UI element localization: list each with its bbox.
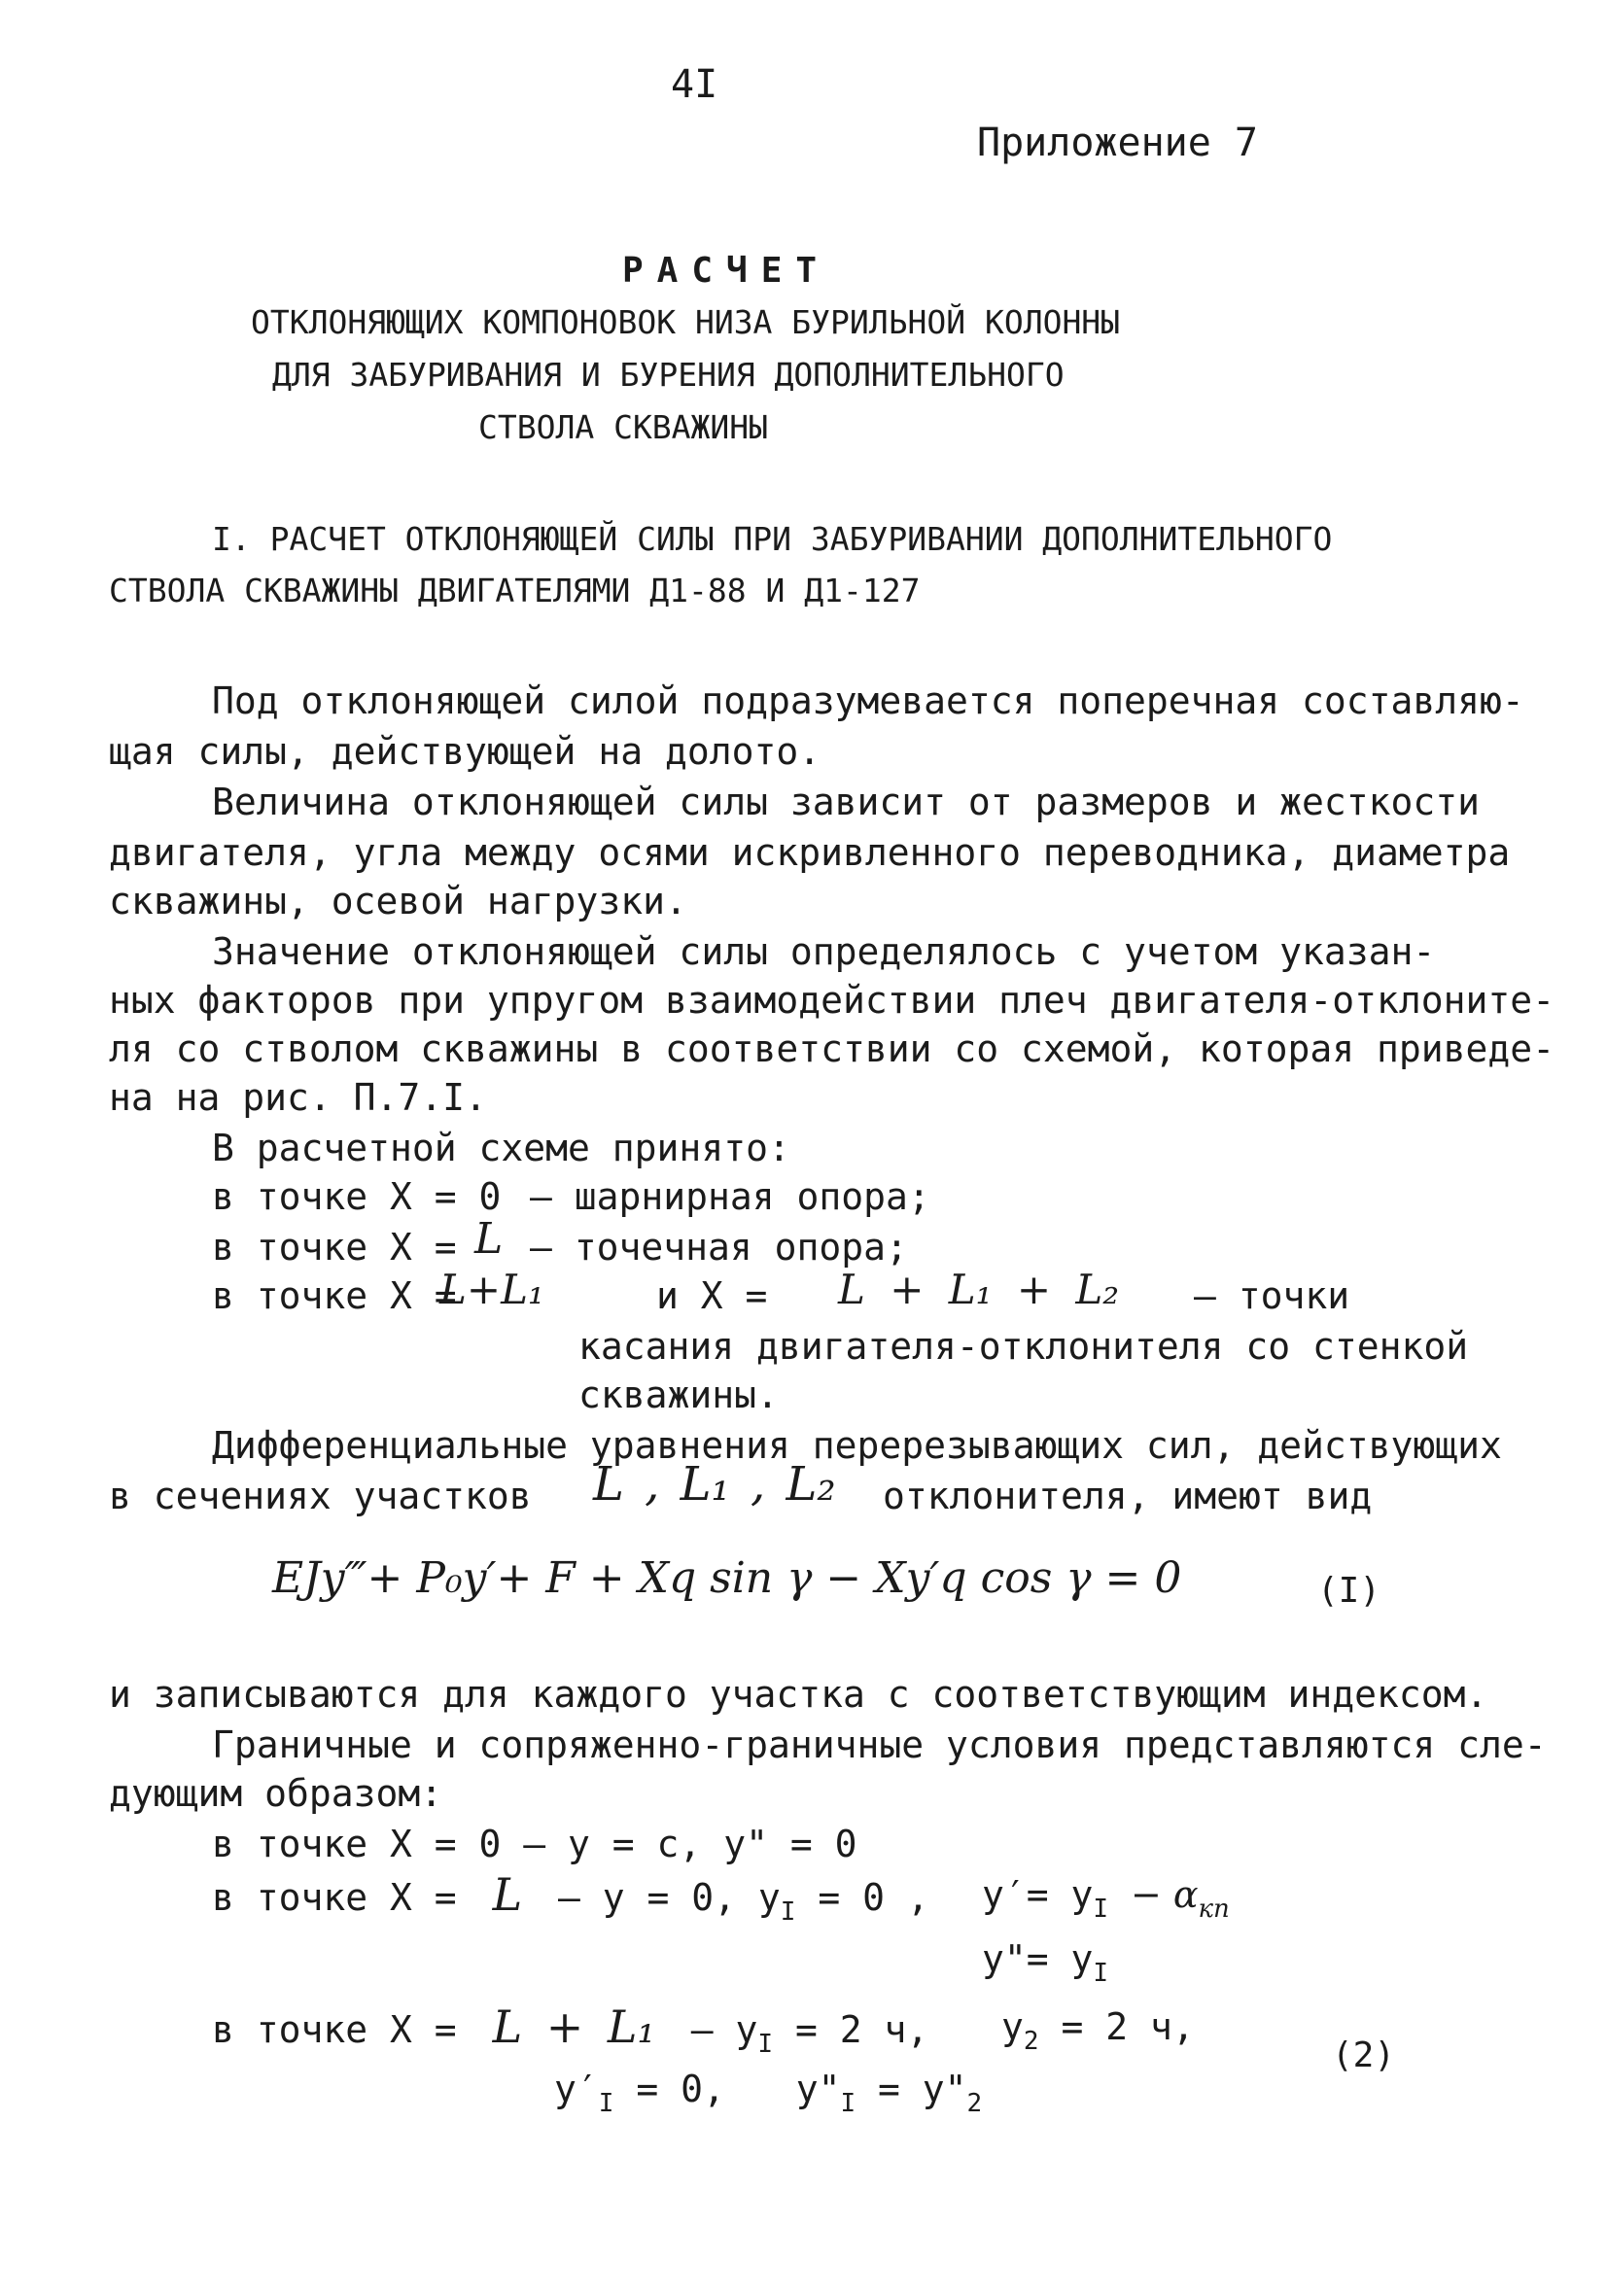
equation-2-number: (2) xyxy=(1332,2035,1396,2075)
document-subtitle-line2: ДЛЯ ЗАБУРИВАНИЯ И БУРЕНИЯ ДОПОЛНИТЕЛЬНОГО xyxy=(272,356,1065,394)
equation-1-number: (I) xyxy=(1317,1571,1381,1611)
appendix-label: Приложение 7 xyxy=(977,121,1258,165)
expr-L-plus-L1: L+L₁ xyxy=(439,1266,544,1313)
bc3-y2: y xyxy=(1001,2005,1024,2048)
bc2-prefix: в точке X = xyxy=(212,1876,457,1919)
point-condition-1: в точке X = 0 xyxy=(212,1175,502,1218)
paragraph-line: ных факторов при упругом взаимодействии плеч двигателя-отклоните- xyxy=(109,979,1555,1022)
bc2-alpha-subscript: кп xyxy=(1198,1895,1230,1924)
bc3-y1: – y xyxy=(690,2008,758,2051)
subscript: I xyxy=(840,2089,856,2118)
subscript: I xyxy=(1093,1959,1109,1988)
symbol-L: L xyxy=(474,1214,504,1264)
paragraph-line: Под отклоняющей силой подразумевается поперечная составляю- xyxy=(212,679,1524,722)
paragraph-line: щая силы, действующей на долото. xyxy=(109,730,821,773)
bc3-y1-val: = 2 ч, xyxy=(794,2008,929,2051)
paragraph-line: дующим образом: xyxy=(109,1772,443,1815)
paragraph-line: Дифференциальные уравнения перерезывающих сил, действующих xyxy=(212,1424,1502,1467)
subscript: I xyxy=(598,2089,614,2118)
bc2-slope: y′= y xyxy=(982,1873,1094,1916)
boundary-condition-3-y2 xyxy=(1001,2002,1195,2056)
point-condition-1-desc: – шарнирная опора; xyxy=(530,1175,930,1218)
point-condition-2-desc: – точечная опора; xyxy=(530,1226,908,1269)
paragraph-line: в сечениях участков xyxy=(109,1475,532,1517)
boundary-condition-2-slope xyxy=(982,1870,1230,1924)
section-heading-line2: СТВОЛА СКВАЖИНЫ ДВИГАТЕЛЯМИ Д1-88 И Д1-127 xyxy=(109,572,921,609)
point-condition-3-line2: касания двигателя-отклонителя со стенкой xyxy=(578,1325,1469,1368)
expr-L-L1-L2: L + L₁ + L₂ xyxy=(838,1266,1120,1313)
paragraph-line: скважины, осевой нагрузки. xyxy=(109,880,687,922)
subscript: 2 xyxy=(1023,2027,1039,2056)
subscript: I xyxy=(757,2030,774,2059)
bc2-eq0: = 0 , xyxy=(818,1876,929,1919)
document-title: РАСЧЕТ xyxy=(622,251,831,291)
document-subtitle-line1: ОТКЛОНЯЮЩИХ КОМПОНОВОК НИЗА БУРИЛЬНОЙ КОЛОННЫ xyxy=(251,303,1121,341)
section-heading-line1: I. РАСЧЕТ ОТКЛОНЯЮЩЕЙ СИЛЫ ПРИ ЗАБУРИВАНИИ ДОПОЛНИТЕЛЬНОГО xyxy=(212,520,1333,558)
point-condition-3-and: и X = xyxy=(656,1274,768,1317)
subscript: 2 xyxy=(966,2089,983,2118)
subscript: I xyxy=(780,1897,796,1927)
subscript: I xyxy=(1093,1895,1109,1924)
equation-1: EJy‴+ P₀y′+ F + Xq sin γ − Xy′q cos γ = 0 xyxy=(272,1553,1182,1603)
paragraph-line: Значение отклоняющей силы определялось с учетом указан- xyxy=(212,930,1436,973)
point-condition-3-desc: – точки xyxy=(1194,1274,1350,1317)
expr-sections: L , L₁ , L₂ xyxy=(593,1457,836,1512)
expr-L-plus-L1: L + L₁ xyxy=(492,2000,655,2053)
bc3-curv-val: = y" xyxy=(878,2068,967,2110)
boundary-condition-2-curv xyxy=(982,1934,1108,1988)
boundary-condition-1: в точке X = 0 — y = c, y" = 0 xyxy=(212,1823,857,1865)
bc3-slope-val: = 0, xyxy=(636,2068,725,2110)
paragraph-line: на на рис. П.7.I. xyxy=(109,1076,487,1119)
symbol-L: L xyxy=(492,1868,523,1921)
boundary-condition-3 xyxy=(212,2002,928,2059)
paragraph-line: отклонителя, имеют вид xyxy=(883,1475,1373,1517)
point-condition-2: в точке X = xyxy=(212,1226,457,1269)
paragraph-line: и записываются для каждого участка с соответствующим индексом. xyxy=(109,1673,1488,1716)
paragraph-line: Величина отклоняющей силы зависит от размеров и жесткости xyxy=(212,781,1481,823)
point-condition-3-line3: скважины. xyxy=(578,1374,779,1416)
paragraph-line: В расчетной схеме принято: xyxy=(212,1127,790,1169)
point-condition-3: в точке X = xyxy=(212,1274,457,1317)
page-number: 4I xyxy=(671,62,718,107)
bc2-alpha: − α xyxy=(1130,1873,1199,1916)
bc2-y0: — y = 0, y xyxy=(558,1876,781,1919)
paragraph-line: двигателя, угла между осями искривленного переводника, диаметра xyxy=(109,831,1511,874)
boundary-condition-2 xyxy=(212,1870,929,1927)
boundary-condition-3-line2 xyxy=(554,2065,982,2118)
bc3-prefix: в точке X = xyxy=(212,2008,457,2051)
paragraph-line: ля со стволом скважины в соответствии со схемой, которая приведе- xyxy=(109,1027,1555,1070)
bc3-y2-val: = 2 ч, xyxy=(1061,2005,1195,2048)
bc2-curv: y"= y xyxy=(982,1937,1094,1980)
document-subtitle-line3: СТВОЛА СКВАЖИНЫ xyxy=(478,408,769,446)
paragraph-line: Граничные и сопряженно-граничные условия представляются сле- xyxy=(212,1723,1547,1766)
bc3-slope: y′ xyxy=(554,2068,599,2110)
bc3-curv: y" xyxy=(795,2068,841,2110)
